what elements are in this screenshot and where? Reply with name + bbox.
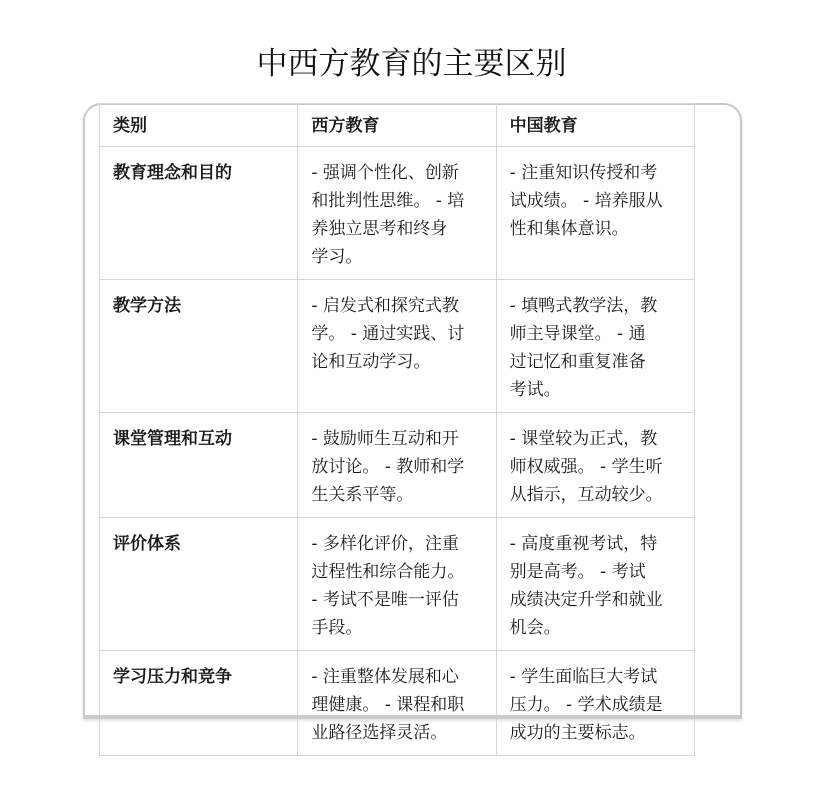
table-header-row	[100, 104, 695, 147]
chinese-cell: - 填鸭式教学法，教 师主导课堂。 - 通 过记忆和重复准备 考试。	[496, 280, 694, 413]
chinese-cell: - 高度重视考试，特 别是高考。 - 考试 成绩决定升学和就业 机会。	[496, 518, 694, 651]
category-cell: 学习压力和竞争	[100, 651, 298, 756]
table-row	[100, 147, 695, 280]
page-title: 中西方教育的主要区别	[256, 46, 567, 82]
comparison-table	[99, 103, 695, 756]
chinese-cell: - 注重知识传授和考 试成绩。 - 培养服从 性和集体意识。	[496, 147, 694, 280]
category-cell: 评价体系	[100, 518, 298, 651]
table-container	[83, 103, 742, 743]
western-cell: - 注重整体发展和心 理健康。 - 课程和职 业路径选择灵活。	[298, 651, 496, 756]
category-cell: 课堂管理和互动	[100, 413, 298, 518]
header-western: 西方教育	[298, 104, 496, 147]
header-chinese: 中国教育	[496, 104, 694, 147]
category-cell: 教学方法	[100, 280, 298, 413]
table-row	[100, 518, 695, 651]
table-row	[100, 651, 695, 756]
western-cell: - 鼓励师生互动和开 放讨论。 - 教师和学 生关系平等。	[298, 413, 496, 518]
chinese-cell: - 学生面临巨大考试 压力。 - 学术成绩是 成功的主要标志。	[496, 651, 694, 756]
chinese-cell: - 课堂较为正式，教 师权威强。 - 学生听 从指示，互动较少。	[496, 413, 694, 518]
header-category: 类别	[100, 104, 298, 147]
western-cell: - 多样化评价，注重 过程性和综合能力。 - 考试不是唯一评估 手段。	[298, 518, 496, 651]
western-cell: - 启发式和探究式教 学。 - 通过实践、讨 论和互动学习。	[298, 280, 496, 413]
category-cell: 教育理念和目的	[100, 147, 298, 280]
table-row	[100, 280, 695, 413]
western-cell: - 强调个性化、创新 和批判性思维。 - 培 养独立思考和终身 学习。	[298, 147, 496, 280]
table-row	[100, 413, 695, 518]
